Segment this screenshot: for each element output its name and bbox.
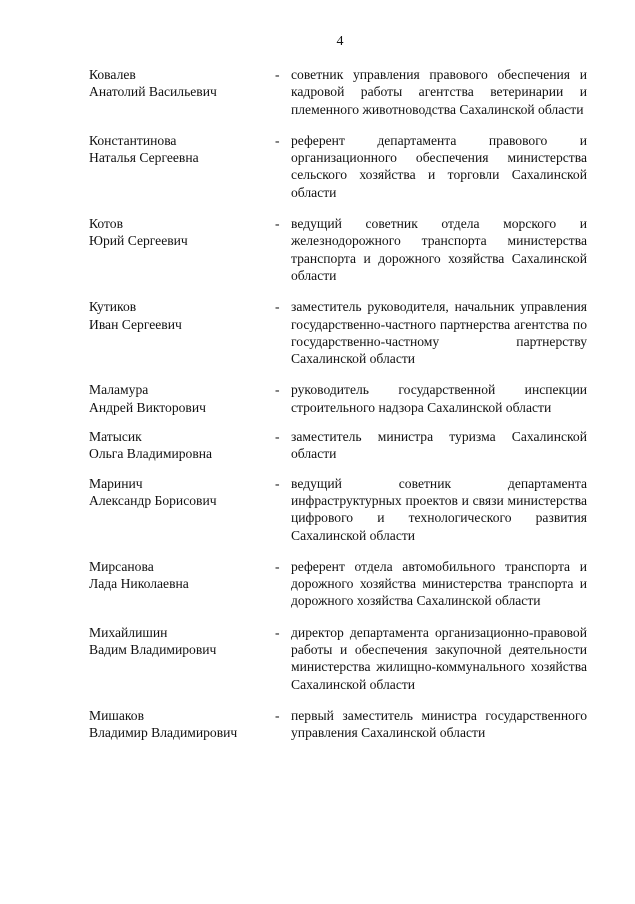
dash-separator: - (275, 624, 280, 640)
person-name (89, 428, 275, 463)
position-description: советник управления правового обеспечения и кадровой работы агентства ветеринарии и племенного животноводства Сахалинской области (291, 67, 587, 117)
list-item (89, 428, 589, 463)
person-name (89, 558, 275, 610)
surname: Михайлишин (89, 624, 168, 640)
page-number: 4 (336, 34, 344, 49)
list-item (89, 215, 589, 284)
person-name (89, 298, 275, 367)
given-names: Андрей Викторович (89, 399, 206, 415)
list-item (89, 624, 589, 693)
surname: Кутиков (89, 299, 137, 315)
position-description: директор департамента организационно-правовой работы и обеспечения закупочной деятельности министерства жилищно-коммунального хозяйства Сахалинской области (291, 624, 587, 692)
position-description: руководитель государственной инспекции строительного надзора Сахалинской области (291, 382, 587, 415)
dash-separator: - (275, 558, 280, 574)
person-name (89, 624, 275, 693)
dash-separator: - (275, 382, 280, 398)
position-description: первый заместитель министра государственного управления Сахалинской области (291, 707, 587, 741)
person-name (89, 381, 275, 416)
person-name (89, 707, 275, 742)
list-item (89, 298, 589, 367)
position-description: ведущий советник департамента инфраструктурных проектов и связи министерства цифрового и технологического развития Сахалинской области (291, 475, 587, 543)
position-description: референт отдела автомобильного транспорта и дорожного хозяйства министерства транспорта и дорожного хозяйства Сахалинской области (291, 558, 587, 609)
list-item (89, 381, 589, 416)
person-name (89, 215, 275, 284)
surname: Маринич (89, 475, 143, 491)
person-name (89, 66, 275, 118)
list-item (89, 132, 589, 201)
dash-separator: - (275, 475, 280, 491)
person-name (89, 475, 275, 544)
dash-separator: - (275, 429, 280, 445)
given-names: Лада Николаевна (89, 576, 189, 592)
dash-separator: - (275, 67, 280, 82)
given-names: Наталья Сергеевна (89, 150, 199, 166)
surname: Маламура (89, 382, 149, 398)
given-names: Ольга Владимировна (89, 446, 213, 462)
list-item (89, 475, 589, 544)
dash-separator: - (275, 132, 280, 148)
dash-separator: - (275, 299, 280, 315)
surname: Мирсанова (89, 558, 154, 574)
position-description: заместитель руководителя, начальник управления государственно-частного партнерства агентства по государственно-частному партнерству Сахалинской области (291, 299, 587, 367)
surname: Ковалев (89, 67, 136, 82)
position-description: референт департамента правового и организационного обеспечения министерства сельского хозяйства и торговли Сахалинской области (291, 132, 587, 200)
list-item (89, 558, 589, 610)
dash-separator: - (275, 707, 280, 723)
surname: Константинова (89, 132, 177, 148)
given-names: Юрий Сергеевич (89, 233, 188, 249)
position-description: заместитель министра туризма Сахалинской области (291, 429, 587, 462)
given-names: Владимир Владимирович (89, 725, 238, 741)
personnel-list (89, 66, 589, 742)
surname: Котов (89, 216, 123, 232)
list-item (89, 66, 589, 118)
position-description: ведущий советник отдела морского и железнодорожного транспорта министерства транспорта и дорожного хозяйства Сахалинской области (291, 216, 587, 283)
person-name (89, 132, 275, 201)
surname: Мишаков (89, 707, 144, 723)
given-names: Александр Борисович (89, 492, 217, 508)
surname: Матысик (89, 429, 142, 445)
given-names: Иван Сергеевич (89, 316, 182, 332)
given-names: Анатолий Васильевич (89, 84, 217, 100)
dash-separator: - (275, 216, 280, 232)
list-item (89, 707, 589, 742)
given-names: Вадим Владимирович (89, 642, 217, 658)
